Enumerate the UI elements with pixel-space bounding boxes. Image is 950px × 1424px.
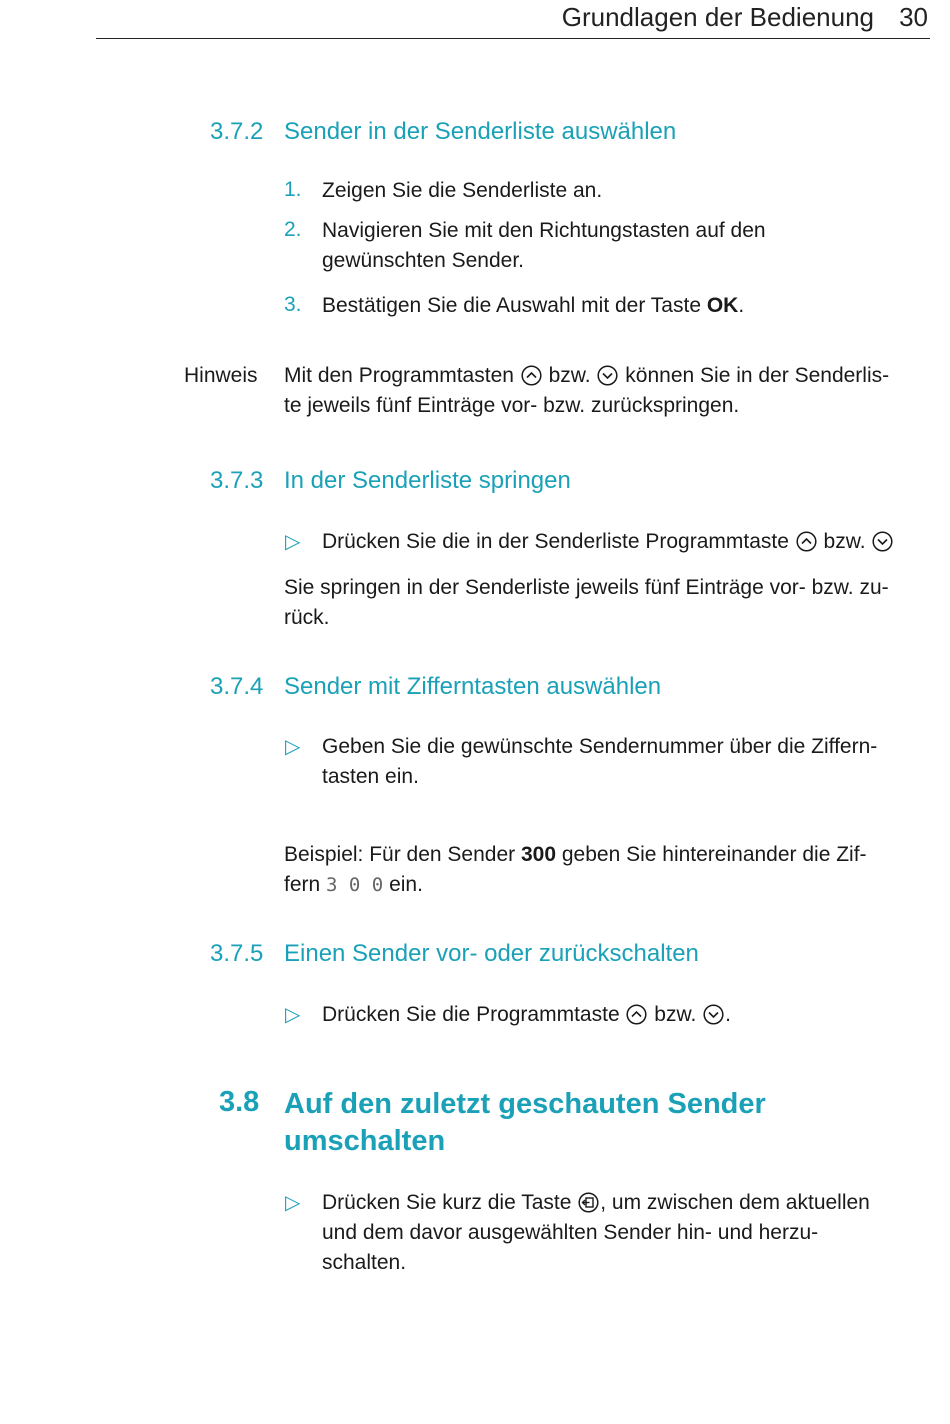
instruction-line: Geben Sie die gewünschte Sendernummer über die Ziffern- bbox=[322, 735, 878, 758]
instruction-part: . bbox=[725, 1003, 732, 1026]
program-up-icon bbox=[796, 531, 817, 552]
example-line bbox=[284, 870, 934, 900]
section-title-3-7-2: Sender in der Senderliste auswählen bbox=[284, 118, 677, 145]
step-text-part: . bbox=[738, 294, 745, 317]
instruction-part: bzw. bbox=[648, 1003, 703, 1026]
triangle-bullet-icon: ▷ bbox=[285, 1004, 301, 1026]
header-title: Grundlagen der Bedienung bbox=[561, 2, 874, 32]
triangle-bullet-icon: ▷ bbox=[285, 736, 301, 758]
section-number-3-8: 3.8 bbox=[219, 1086, 260, 1118]
program-down-icon bbox=[872, 531, 893, 552]
instruction-line: und dem davor ausgewählten Sender hin- und herzu- bbox=[322, 1221, 819, 1244]
instruction-text bbox=[322, 732, 932, 792]
instruction-text bbox=[322, 1188, 932, 1278]
example-text bbox=[284, 840, 934, 900]
program-down-icon bbox=[597, 365, 618, 386]
section-title-3-8: Auf den zuletzt geschauten Sender umschalten bbox=[284, 1088, 766, 1157]
result-text bbox=[284, 573, 934, 633]
instruction-part: Drücken Sie kurz die Taste bbox=[322, 1191, 578, 1214]
step-text-line: Navigieren Sie mit den Richtungstasten auf den bbox=[322, 219, 766, 242]
step-text-part: Bestätigen Sie die Auswahl mit der Taste bbox=[322, 294, 707, 317]
triangle-bullet-icon: ▷ bbox=[285, 531, 301, 553]
hint-label: Hinweis bbox=[184, 364, 258, 387]
hint-line bbox=[284, 361, 934, 391]
section-number-3-7-3: 3.7.3 bbox=[210, 467, 264, 494]
instruction-part: Drücken Sie die in der Senderliste Programmtaste bbox=[322, 530, 795, 553]
step-number: 3. bbox=[284, 293, 302, 316]
instruction-line bbox=[322, 1188, 932, 1218]
ok-key-label: OK bbox=[706, 294, 739, 317]
back-button-icon bbox=[578, 1192, 599, 1213]
section-title-3-7-4: Sender mit Zifferntasten auswählen bbox=[284, 673, 662, 700]
step-text bbox=[322, 291, 744, 321]
hint-text bbox=[284, 361, 934, 421]
example-part: geben Sie hintereinander die Zif- bbox=[556, 843, 867, 866]
step-number: 1. bbox=[284, 178, 302, 201]
example-part: ein. bbox=[383, 873, 423, 896]
section-number-3-7-2: 3.7.2 bbox=[210, 118, 264, 145]
section-title-3-7-3: In der Senderliste springen bbox=[284, 467, 571, 494]
step-text: Zeigen Sie die Senderliste an. bbox=[322, 179, 603, 202]
instruction-line: tasten ein. bbox=[322, 765, 419, 788]
result-line: rück. bbox=[284, 606, 330, 629]
program-up-icon bbox=[626, 1004, 647, 1025]
hint-text-part: bzw. bbox=[542, 364, 597, 387]
triangle-bullet-icon: ▷ bbox=[285, 1192, 301, 1214]
instruction-part: , um zwischen dem aktuellen bbox=[600, 1191, 870, 1214]
page-header bbox=[96, 0, 930, 39]
page-number: 30 bbox=[899, 2, 928, 32]
instruction-text bbox=[322, 1000, 731, 1030]
step-number: 2. bbox=[284, 218, 302, 241]
hint-line: te jeweils fünf Einträge vor- bzw. zurückspringen. bbox=[284, 394, 740, 417]
instruction-part: Drücken Sie die Programmtaste bbox=[322, 1003, 626, 1026]
section-title-3-7-5: Einen Sender vor- oder zurückschalten bbox=[284, 940, 699, 967]
instruction-line: schalten. bbox=[322, 1251, 407, 1274]
instruction-part: bzw. bbox=[817, 530, 872, 553]
instruction-text bbox=[322, 527, 894, 557]
step-text bbox=[322, 216, 766, 276]
program-up-icon bbox=[521, 365, 542, 386]
example-digits: 3 0 0 bbox=[326, 874, 384, 896]
example-line bbox=[284, 840, 934, 870]
program-down-icon bbox=[703, 1004, 724, 1025]
result-line: Sie springen in der Senderliste jeweils fünf Einträge vor- bzw. zu- bbox=[284, 576, 889, 599]
hint-text-part: Mit den Programmtasten bbox=[284, 364, 520, 387]
hint-text-part: können Sie in der Senderlis- bbox=[619, 364, 890, 387]
section-number-3-7-4: 3.7.4 bbox=[210, 673, 264, 700]
step-text-line: gewünschten Sender. bbox=[322, 249, 524, 272]
section-number-3-7-5: 3.7.5 bbox=[210, 940, 264, 967]
example-part: fern bbox=[284, 873, 327, 896]
example-number: 300 bbox=[520, 843, 557, 866]
example-part: Beispiel: Für den Sender bbox=[284, 843, 521, 866]
